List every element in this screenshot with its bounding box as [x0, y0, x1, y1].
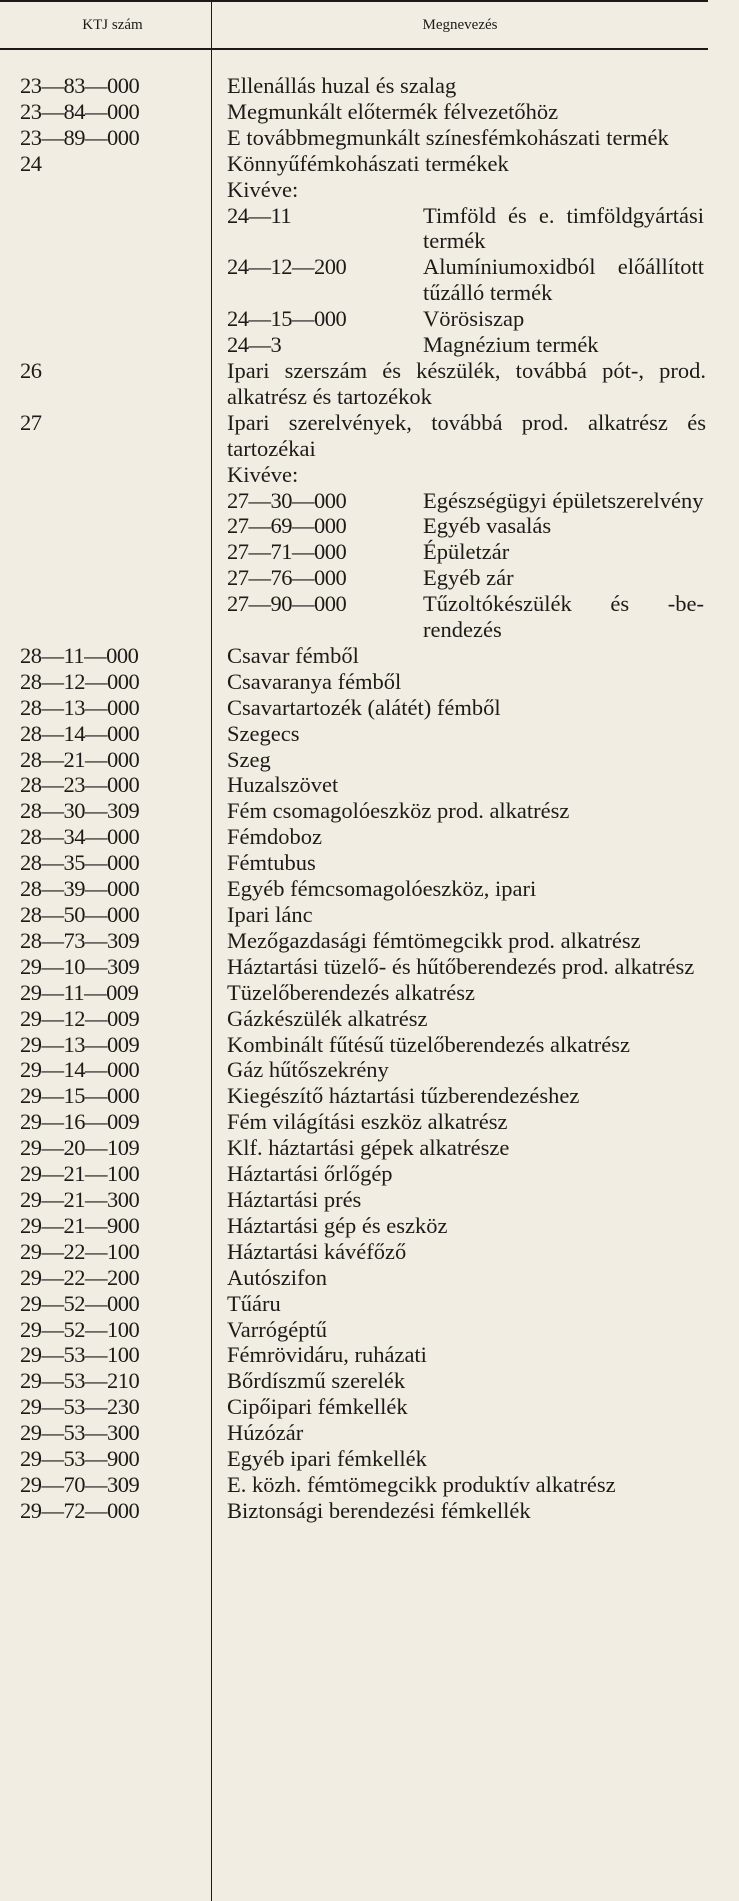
ktj-code: 29—53—900 — [20, 1446, 140, 1472]
item-name-cell — [212, 1032, 708, 1058]
item-name-cell — [212, 772, 708, 798]
item-name-cell — [212, 73, 708, 99]
item-name-cell — [212, 798, 708, 824]
item-name-cell — [212, 410, 708, 643]
ktj-code: 23—84—000 — [20, 98, 140, 124]
table-header — [0, 0, 708, 50]
ktj-code: 23—89—000 — [20, 124, 140, 150]
item-name: Fémrövidáru, ruházati — [227, 1342, 427, 1368]
exception-label: Kivéve: — [227, 176, 299, 202]
exception-row — [227, 591, 706, 643]
exception-row — [227, 203, 706, 255]
ktj-code: 29—70—309 — [20, 1471, 140, 1497]
table-body — [0, 73, 708, 1524]
item-name-cell — [212, 643, 708, 669]
item-name: Háztartási tüzelő- és hűtőberendezés prod. alkatrész — [227, 953, 695, 979]
exception-code: 27—90—000 — [227, 591, 347, 617]
item-name: Bőrdíszmű szerelék — [227, 1368, 406, 1394]
item-name: Huzalszövet — [227, 772, 339, 798]
ktj-code: 28—73—309 — [20, 927, 140, 953]
item-name-cell — [212, 1446, 708, 1472]
item-name: Fémdoboz — [227, 824, 322, 850]
item-name-cell — [212, 876, 708, 902]
item-name: Szeg — [227, 746, 271, 772]
item-name: Mezőgazdasági fémtömegcikk prod. alkatrész — [227, 927, 641, 953]
table-row — [0, 151, 708, 358]
table-row — [0, 1109, 708, 1135]
table-row — [0, 1135, 708, 1161]
item-name-cell — [212, 1265, 708, 1291]
item-name-cell — [212, 1109, 708, 1135]
item-name-cell — [212, 695, 708, 721]
item-name: Gáz hűtőszekrény — [227, 1057, 389, 1083]
table-row — [0, 410, 708, 643]
ktj-code: 29—12—009 — [20, 1005, 140, 1031]
table-row — [0, 824, 708, 850]
item-name-cell — [212, 125, 708, 151]
item-name-cell — [212, 358, 708, 410]
ktj-code: 29—53—300 — [20, 1420, 140, 1446]
table-row — [0, 850, 708, 876]
table-row — [0, 695, 708, 721]
exception-code: 27—76—000 — [227, 565, 347, 591]
table-row — [0, 1368, 708, 1394]
item-name: Szegecs — [227, 720, 300, 746]
exception-row — [227, 513, 706, 539]
table-row — [0, 1161, 708, 1187]
exception-code: 24—11 — [227, 202, 292, 228]
table-row — [0, 1472, 708, 1498]
table-row — [0, 1498, 708, 1524]
item-name: Megmunkált előtermék félvezetőhöz — [227, 98, 559, 124]
ktj-code: 29—22—100 — [20, 1238, 140, 1264]
item-name: Klf. háztartási gépek alkatrésze — [227, 1135, 510, 1161]
item-name: Húzózár — [227, 1420, 304, 1446]
exception-name: Egyéb zár — [423, 565, 514, 591]
item-name-cell — [212, 850, 708, 876]
ktj-code: 29—14—000 — [20, 1057, 140, 1083]
item-name-cell — [212, 1472, 708, 1498]
item-name: Háztartási kávéfőző — [227, 1238, 407, 1264]
table-row — [0, 1342, 708, 1368]
item-name-cell — [212, 669, 708, 695]
ktj-code: 28—30—309 — [20, 798, 140, 824]
item-name-cell — [212, 902, 708, 928]
item-name: Ipari lánc — [227, 902, 313, 927]
ktj-code: 29—21—100 — [20, 1161, 140, 1187]
exception-code: 24—3 — [227, 332, 282, 358]
ktj-code: 27 — [20, 409, 42, 435]
ktj-code: 28—12—000 — [20, 668, 140, 694]
ktj-code: 29—53—230 — [20, 1394, 140, 1420]
item-name-cell — [212, 99, 708, 125]
item-name-cell — [212, 1291, 708, 1317]
table-row — [0, 1213, 708, 1239]
exception-row — [227, 488, 706, 514]
item-name: Tüzelőberendezés alkatrész — [227, 979, 475, 1005]
table-row — [0, 73, 708, 99]
item-name: Fémtubus — [227, 850, 316, 876]
item-name: Fém világítási eszköz alkatrész — [227, 1109, 508, 1135]
item-name-cell — [212, 824, 708, 850]
table-row — [0, 1239, 708, 1265]
exception-row — [227, 539, 706, 565]
table-row — [0, 1446, 708, 1472]
ktj-code: 26 — [20, 357, 42, 383]
exception-name: Magnézium termék — [423, 332, 599, 358]
table-row — [0, 643, 708, 669]
item-name-cell — [212, 1213, 708, 1239]
item-name-cell — [212, 1057, 708, 1083]
item-name: Gázkészülék alkatrész — [227, 1005, 428, 1031]
table-row — [0, 772, 708, 798]
table-row — [0, 1394, 708, 1420]
item-name: Ellenállás huzal és szalag — [227, 73, 457, 98]
table-row — [0, 1032, 708, 1058]
item-name: Háztartási prés — [227, 1186, 362, 1212]
ktj-code: 23—83—000 — [20, 73, 140, 98]
table-row — [0, 902, 708, 928]
table-row — [0, 876, 708, 902]
item-name: Egyéb ipari fémkellék — [227, 1446, 427, 1472]
exception-name: Épületzár — [423, 539, 510, 565]
ktj-code: 29—15—000 — [20, 1083, 140, 1109]
item-name: E továbbmegmunkált színesfémkohászati termék — [227, 124, 669, 150]
ktj-code: 29—53—210 — [20, 1368, 140, 1394]
item-name-cell — [212, 1135, 708, 1161]
header-name-column: Megnevezés — [422, 17, 498, 33]
item-name: Tűáru — [227, 1290, 281, 1316]
ktj-code: 28—39—000 — [20, 876, 140, 902]
exception-label: Kivéve: — [227, 461, 299, 487]
item-name: Fém csomagolóeszköz prod. alkatrész — [227, 798, 570, 824]
item-name: Könnyűfémkohászati termékek — [227, 150, 509, 176]
table-row — [0, 1006, 708, 1032]
ktj-code: 29—21—300 — [20, 1186, 140, 1212]
item-name: Autószifon — [227, 1264, 327, 1290]
item-name: Háztartási gép és eszköz — [227, 1212, 448, 1238]
item-name: Biztonsági berendezési fémkellék — [227, 1497, 531, 1523]
item-name: Cipőipari fémkellék — [227, 1394, 408, 1420]
item-name: Kombinált fűtésű tüzelőberendezés alkatrész — [227, 1031, 630, 1057]
ktj-code: 28—14—000 — [20, 720, 140, 746]
item-name: Kiegészítő háztartási tűzberendezéshez — [227, 1083, 580, 1109]
table-row — [0, 1265, 708, 1291]
item-name-cell — [212, 1006, 708, 1032]
ktj-code: 28—34—000 — [20, 824, 140, 850]
ktj-code: 28—23—000 — [20, 772, 140, 798]
exception-code: 27—69—000 — [227, 513, 347, 539]
exception-row — [227, 254, 706, 306]
item-name-cell — [212, 928, 708, 954]
table-row — [0, 747, 708, 773]
item-name: Varrógéptű — [227, 1316, 327, 1342]
table-row — [0, 1187, 708, 1213]
ktj-code: 29—13—009 — [20, 1031, 140, 1057]
ktj-code: 29—21—900 — [20, 1212, 140, 1238]
item-name: Csavaranya fémből — [227, 668, 402, 694]
table-row — [0, 669, 708, 695]
item-name-cell — [212, 1161, 708, 1187]
ktj-code: 29—11—009 — [20, 979, 139, 1005]
item-name-cell — [212, 721, 708, 747]
exception-name: Tűzoltókészülék és -berendezés — [423, 591, 704, 643]
item-name-cell — [212, 747, 708, 773]
ktj-code: 28—13—000 — [20, 694, 140, 720]
table-row — [0, 1317, 708, 1343]
ktj-code: 28—50—000 — [20, 902, 140, 927]
item-name-cell — [212, 1368, 708, 1394]
item-name: E. közh. fémtömegcikk produktív alkatrész — [227, 1471, 616, 1497]
ktj-code: 28—35—000 — [20, 850, 140, 876]
ktj-code: 24 — [20, 150, 42, 176]
ktj-code: 29—10—309 — [20, 953, 140, 979]
item-name-cell — [212, 1083, 708, 1109]
ktj-code: 29—16—009 — [20, 1109, 140, 1135]
item-name-cell — [212, 1239, 708, 1265]
ktj-code: 29—52—000 — [20, 1290, 140, 1316]
item-name: Egyéb fémcsomagolóeszköz, ipari — [227, 876, 537, 902]
exception-name: Egészségügyi épületszerelvény — [423, 487, 704, 513]
ktj-code: 29—53—100 — [20, 1342, 140, 1368]
ktj-code: 28—21—000 — [20, 746, 140, 772]
ktj-code: 28—11—000 — [20, 642, 139, 668]
ktj-code: 29—20—109 — [20, 1135, 140, 1161]
item-name-cell — [212, 1342, 708, 1368]
table-row — [0, 1291, 708, 1317]
ktj-code: 29—72—000 — [20, 1497, 140, 1523]
item-name-cell — [212, 1394, 708, 1420]
item-name-cell — [212, 1498, 708, 1524]
item-name: Csavartartozék (alátét) fémből — [227, 694, 501, 720]
table-row — [0, 980, 708, 1006]
table-row — [0, 798, 708, 824]
item-name-cell — [212, 151, 708, 358]
exception-name: Timföld és e. timföldgyártási termék — [423, 202, 704, 254]
item-name-cell — [212, 1187, 708, 1213]
item-name-cell — [212, 1317, 708, 1343]
table-row — [0, 358, 708, 410]
item-name: Háztartási őrlőgép — [227, 1161, 393, 1187]
table-row — [0, 1420, 708, 1446]
exception-row — [227, 306, 706, 332]
exception-row — [227, 565, 706, 591]
exception-name: Alumíniumoxidból előállított tűzálló termék — [423, 254, 704, 306]
exception-name: Egyéb vasalás — [423, 513, 552, 539]
table-row — [0, 1057, 708, 1083]
ktj-code: 29—22—200 — [20, 1264, 140, 1290]
exception-code: 27—30—000 — [227, 487, 347, 513]
table-row — [0, 928, 708, 954]
exception-name: Vörösiszap — [423, 306, 525, 332]
header-code-column: KTJ szám — [0, 2, 212, 48]
exception-row — [227, 332, 706, 358]
exception-code: 27—71—000 — [227, 539, 347, 565]
table-row — [0, 1083, 708, 1109]
item-name-cell — [212, 1420, 708, 1446]
ktj-code: 29—52—100 — [20, 1316, 140, 1342]
item-name-cell — [212, 980, 708, 1006]
item-name: Ipari szerelvények, továbbá prod. alkatrész és tartozékai — [227, 409, 706, 461]
table-row — [0, 125, 708, 151]
table-row — [0, 954, 708, 980]
item-name: Csavar fémből — [227, 642, 359, 668]
item-name: Ipari szerszám és készülék, továbbá pót-, prod. alkatrész és tartozékok — [227, 357, 706, 409]
exception-code: 24—15—000 — [227, 306, 347, 332]
table-row — [0, 721, 708, 747]
table-row — [0, 99, 708, 125]
exception-code: 24—12—200 — [227, 254, 347, 280]
item-name-cell — [212, 954, 708, 980]
